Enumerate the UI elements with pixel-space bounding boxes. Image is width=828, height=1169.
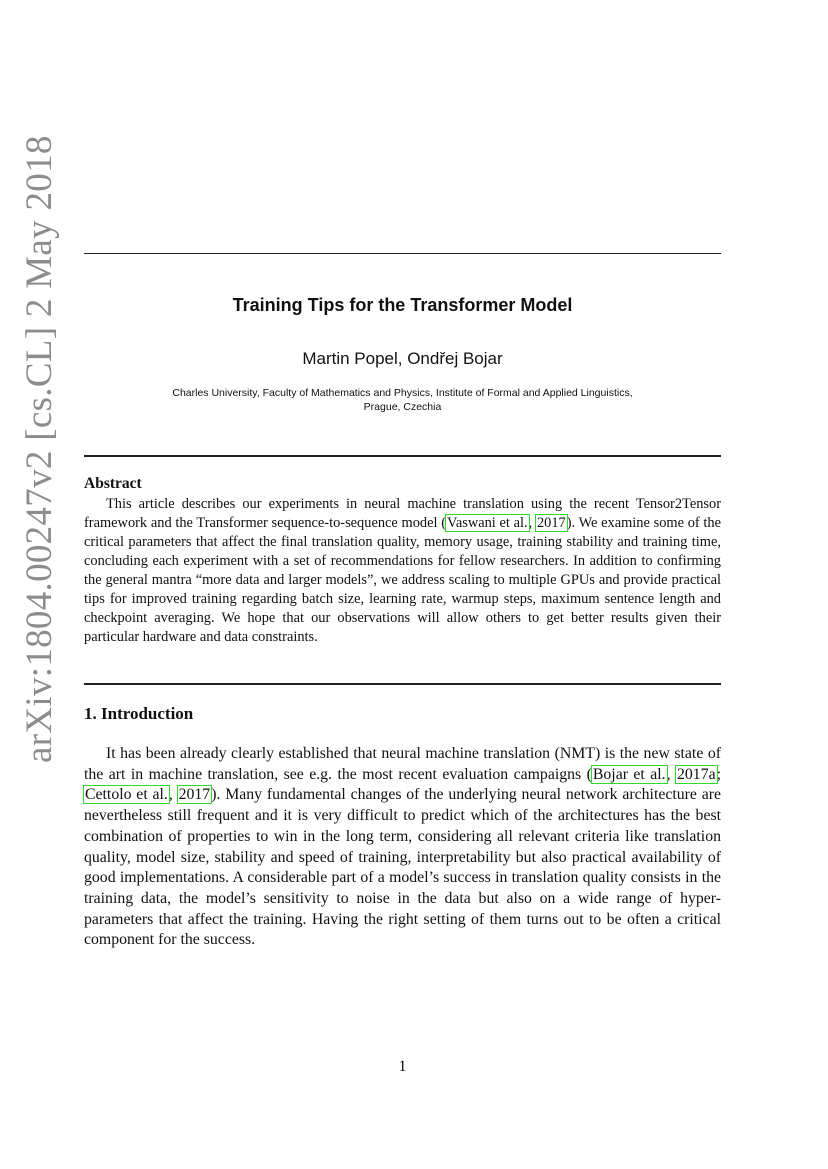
citation-link-vaswani-year[interactable]: 2017 [536,515,566,531]
citation-link-bojar-year[interactable]: 2017a [677,765,716,783]
citation-link-vaswani-author[interactable]: Vaswani et al. [447,515,528,531]
introduction-paragraph [84,744,721,951]
citation-separator: , [528,515,536,531]
intro-text-part2: ). Many fundamental changes of the underlying neural network architecture are nevertheless still frequent and it is very difficult to predict which of the architectures has the best combination of properties to win in the long term, considering all relevant criteria like translation quality, model size, stability and speed of training, interpretability but also practical availability of good implementations. A considerable part of a model’s success in translation quality consists in the training data, the model’s sensitivity to noise in the data but also on a wide range of hyper-parameters that affect the training. Having the right setting of them turns out to be often a critical component for the success. [84,786,721,949]
paper-title: Training Tips for the Transformer Model [232,295,573,315]
citation-link-cettolo-year[interactable]: 2017 [178,786,211,804]
abstract-text-before: This article describes our experiments in neural machine translation using the recent Tensor2Tensor framework and the Transformer sequence-to-sequence model ( [84,496,721,531]
arxiv-identifier: arXiv:1804.00247v2 [cs.CL] 2 May 2018 [19,135,60,763]
citation-separator: , [168,786,178,804]
section-heading-introduction: 1. Introduction [84,704,194,723]
citation-link-bojar-author[interactable]: Bojar et al. [592,765,666,783]
intro-text-part1: It has been already clearly established that neural machine translation (NMT) is the new state of the art in machine translation, see e.g. the most recent evaluation campaigns ( [84,745,721,783]
citation-link-cettolo-author[interactable]: Cettolo et al. [85,786,168,804]
citation-separator: , [666,765,676,783]
abstract-heading: Abstract [84,475,142,492]
top-rule [84,253,721,254]
citation-separator: ; [716,765,721,783]
author-list: Martin Popel, Ondřej Bojar [302,349,503,368]
abstract-top-rule [84,455,721,457]
abstract-text-after: ). We examine some of the critical parameters that affect the final translation quality, memory usage, training stability and training time, concluding each experiment with a set of recommendations for fellow researchers. In addition to confirming the general mantra “more data and larger models”, we address scaling to multiple GPUs and provide practical tips for improved training regarding batch size, learning rate, warmup steps, maximum sentence length and checkpoint averaging. We hope that our observations will allow others to get better results given their particular hardware and data constraints. [84,515,722,645]
affiliation-line-2: Prague, Czechia [363,401,442,413]
abstract-bottom-rule [84,683,721,685]
page-number: 1 [398,1058,407,1075]
affiliation [84,386,721,414]
abstract-text [84,495,721,647]
affiliation-line-1: Charles University, Faculty of Mathematics and Physics, Institute of Formal and Applied Linguistics, [172,387,633,399]
